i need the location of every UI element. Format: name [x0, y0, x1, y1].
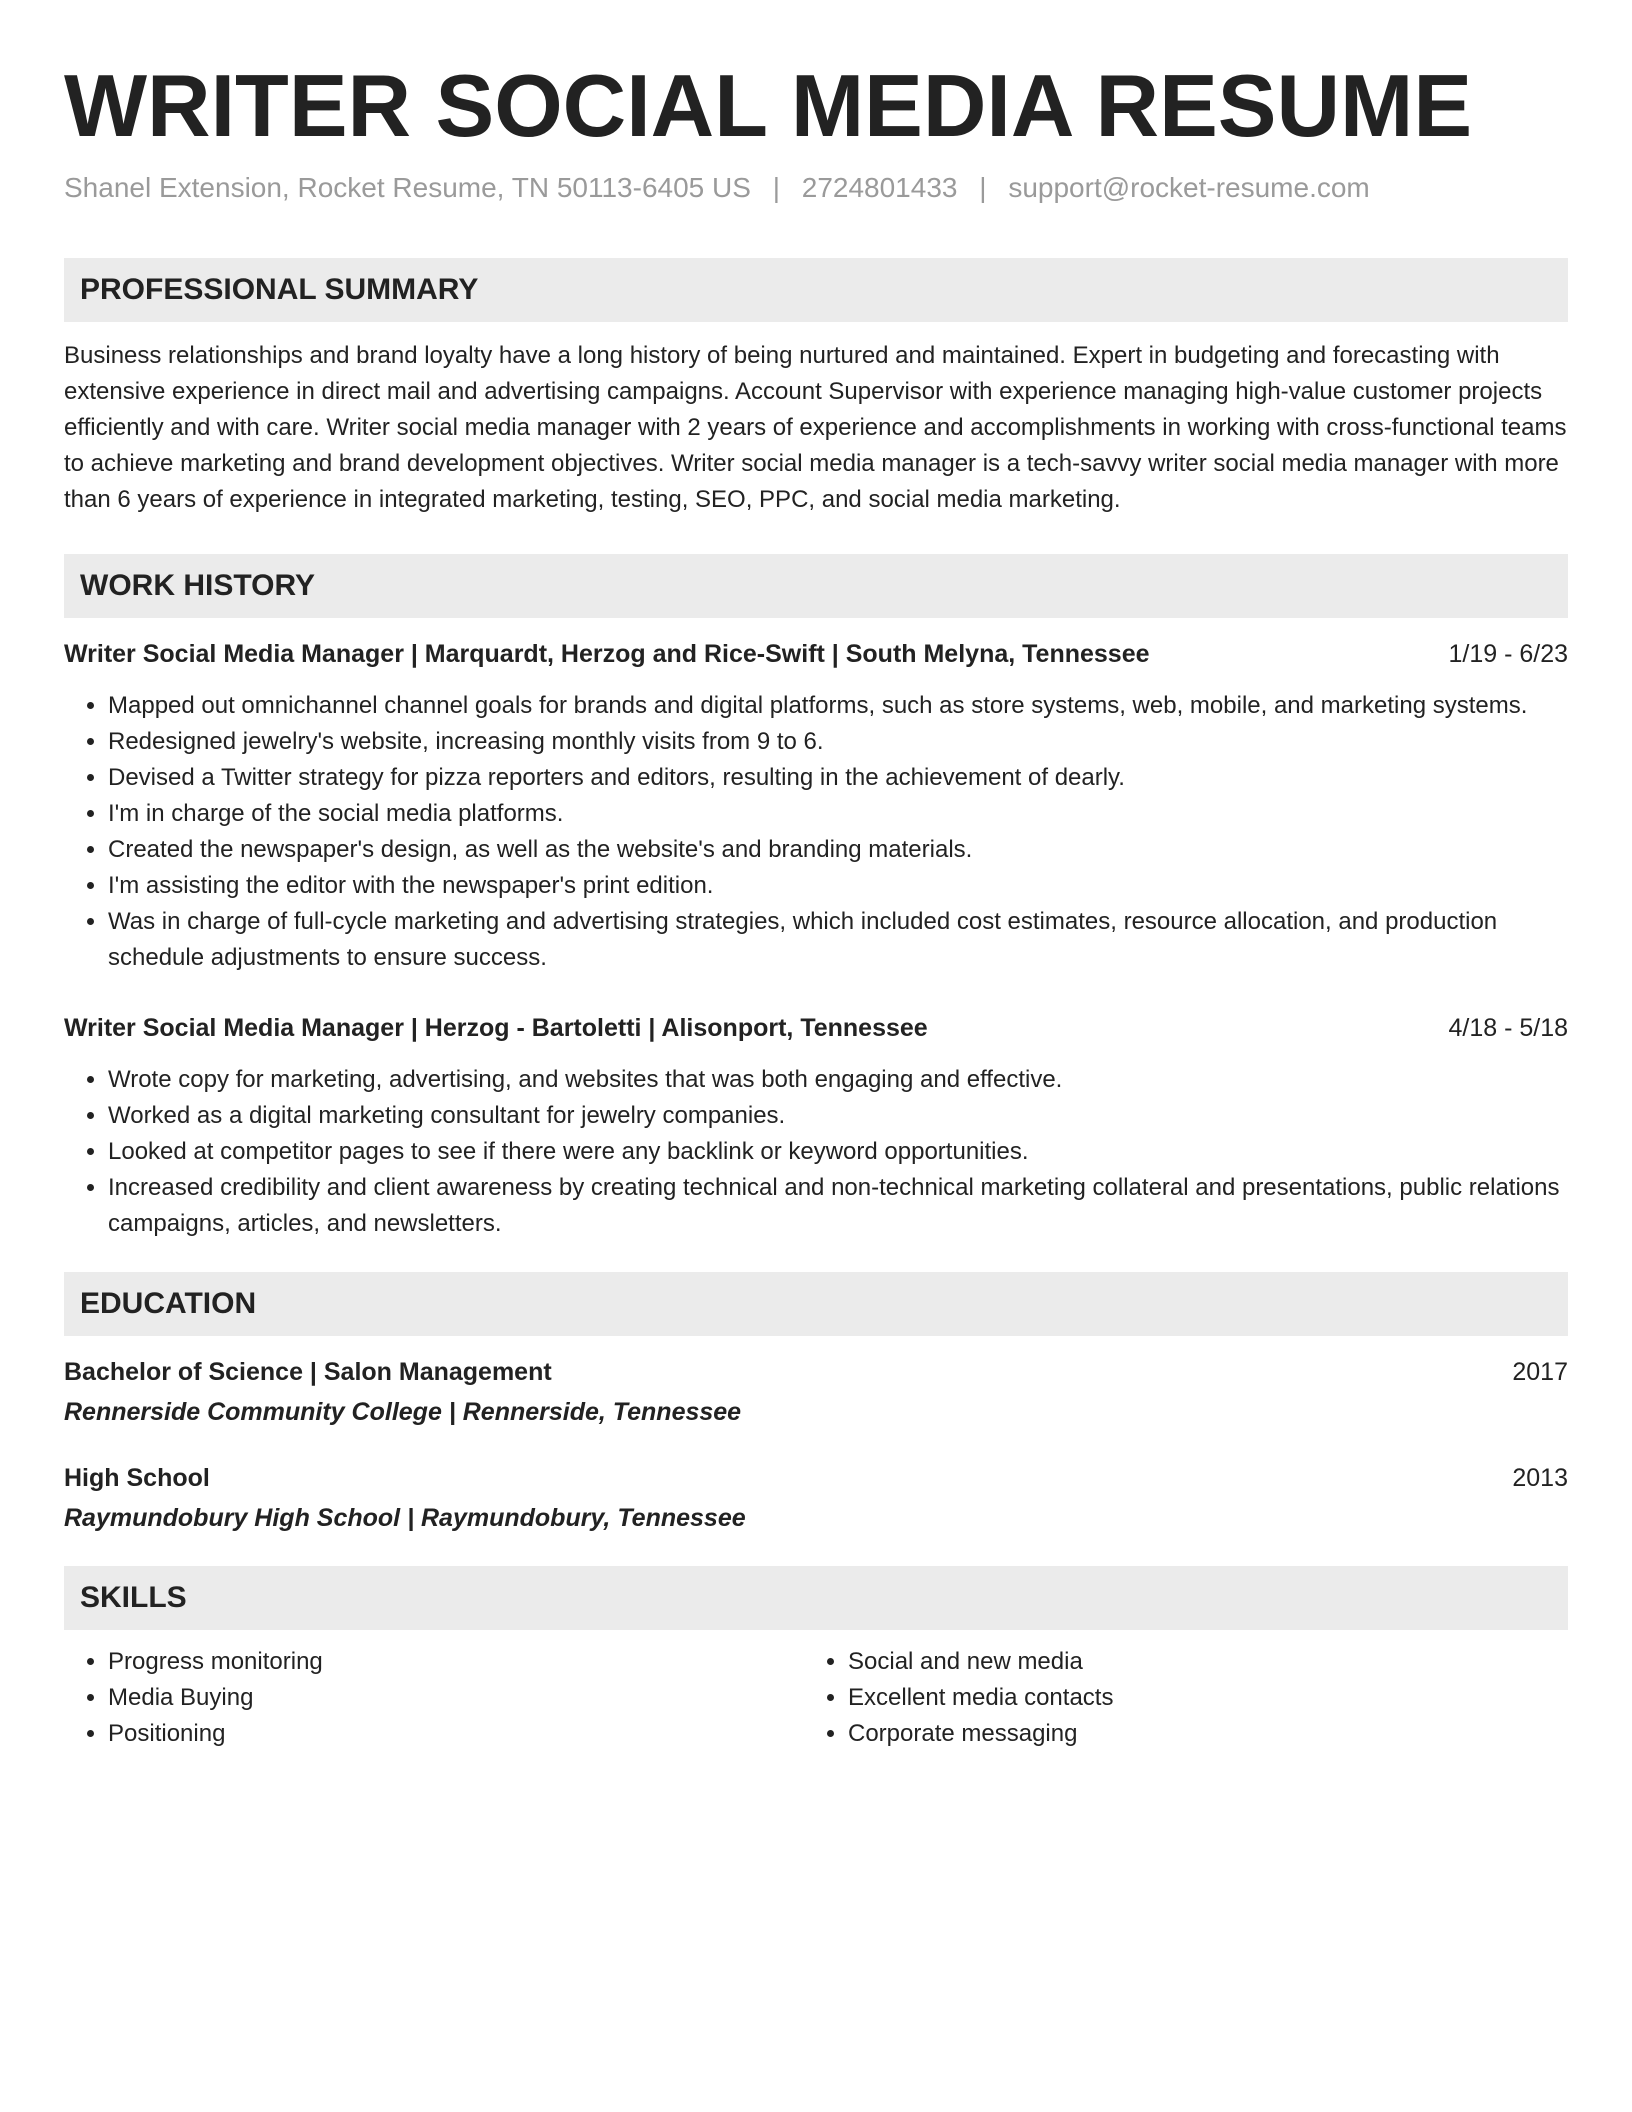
- job-bullet: • Redesigned jewelry's website, increasing monthly visits from 9 to 6.: [108, 724, 1568, 760]
- skill-item: • Positioning: [108, 1716, 804, 1752]
- job-bullet: • Looked at competitor pages to see if there were any backlink or keyword opportunities.: [108, 1134, 1568, 1170]
- skill-item: • Excellent media contacts: [848, 1680, 1544, 1716]
- job-bullet: • I'm in charge of the social media platforms.: [108, 796, 1568, 832]
- job-bullet: • I'm assisting the editor with the newspaper's print edition.: [108, 868, 1568, 904]
- contact-separator: |: [979, 172, 987, 203]
- skill-item: • Media Buying: [108, 1680, 804, 1716]
- job-dates: 4/18 - 5/18: [1448, 1014, 1568, 1042]
- education-degree: Bachelor of Science | Salon Management: [64, 1358, 552, 1386]
- job-bullet: • Devised a Twitter strategy for pizza reporters and editors, resulting in the achievement of dearly.: [108, 760, 1568, 796]
- education-school: Rennerside Community College | Rennerside, Tennessee: [64, 1398, 742, 1426]
- job-heading-row: [64, 636, 1568, 672]
- education-heading-row: [64, 1460, 1568, 1496]
- contact-address: Shanel Extension, Rocket Resume, TN 50113-6405 US: [64, 172, 751, 203]
- skill-item: • Progress monitoring: [108, 1644, 804, 1680]
- skills-column-right: [804, 1644, 1544, 1752]
- skills-grid: [64, 1644, 1568, 1752]
- job-title: Writer Social Media Manager | Marquardt, Herzog and Rice-Swift | South Melyna, Tennessee: [64, 640, 1150, 668]
- job-dates: 1/19 - 6/23: [1448, 640, 1568, 668]
- education-entry: [64, 1460, 1568, 1536]
- contact-email: support@rocket-resume.com: [1008, 172, 1370, 203]
- section-header-education: EDUCATION: [64, 1272, 1568, 1336]
- skills-column-left: [64, 1644, 804, 1752]
- job-title: Writer Social Media Manager | Herzog - Bartoletti | Alisonport, Tennessee: [64, 1014, 928, 1042]
- section-header-work-history: WORK HISTORY: [64, 554, 1568, 618]
- resume-title: WRITER SOCIAL MEDIA RESUME: [64, 56, 1473, 155]
- job-bullet: • Increased credibility and client awareness by creating technical and non-technical marketing collateral and presentations, public relations campaigns, articles, and newsletters.: [108, 1170, 1568, 1242]
- job-bullet: • Was in charge of full-cycle marketing and advertising strategies, which included cost estimates, resource allocation, and production schedule adjustments to ensure success.: [108, 904, 1568, 976]
- skill-item: • Corporate messaging: [848, 1716, 1544, 1752]
- education-year: 2017: [1512, 1358, 1568, 1386]
- education-entry: [64, 1354, 1568, 1430]
- job-entry: [64, 636, 1568, 976]
- education-year: 2013: [1512, 1464, 1568, 1492]
- contact-separator: |: [772, 172, 780, 203]
- education-heading-row: [64, 1354, 1568, 1390]
- contact-line: [64, 170, 1568, 206]
- job-bullet: • Wrote copy for marketing, advertising, and websites that was both engaging and effective.: [108, 1062, 1568, 1098]
- job-bullet-list: [64, 688, 1568, 976]
- section-header-skills: SKILLS: [64, 1566, 1568, 1630]
- job-heading-row: [64, 1010, 1568, 1046]
- education-degree: High School: [64, 1464, 210, 1492]
- education-school: Raymundobury High School | Raymundobury, Tennessee: [64, 1504, 746, 1532]
- summary-text: Business relationships and brand loyalty have a long history of being nurtured and maintained. Expert in budgeting and forecasting with extensive experience in direct mail and advertising campaigns. Account Supervisor with experience managing high-value customer projects efficiently and with care. Writer social media manager with 2 years of experience and accomplishments in working with cross-functional teams to achieve marketing and brand development objectives. Writer social media manager is a tech-savvy writer social media manager with more than 6 years of experience in integrated marketing, testing, SEO, PPC, and social media marketing.: [64, 342, 1567, 513]
- section-header-summary: PROFESSIONAL SUMMARY: [64, 258, 1568, 322]
- skill-item: • Social and new media: [848, 1644, 1544, 1680]
- contact-phone: 2724801433: [801, 172, 958, 203]
- job-bullet-list: [64, 1062, 1568, 1242]
- job-bullet: • Mapped out omnichannel channel goals for brands and digital platforms, such as store systems, web, mobile, and marketing systems.: [108, 688, 1568, 724]
- job-entry: [64, 1010, 1568, 1242]
- job-bullet: • Created the newspaper's design, as well as the website's and branding materials.: [108, 832, 1568, 868]
- job-bullet: • Worked as a digital marketing consultant for jewelry companies.: [108, 1098, 1568, 1134]
